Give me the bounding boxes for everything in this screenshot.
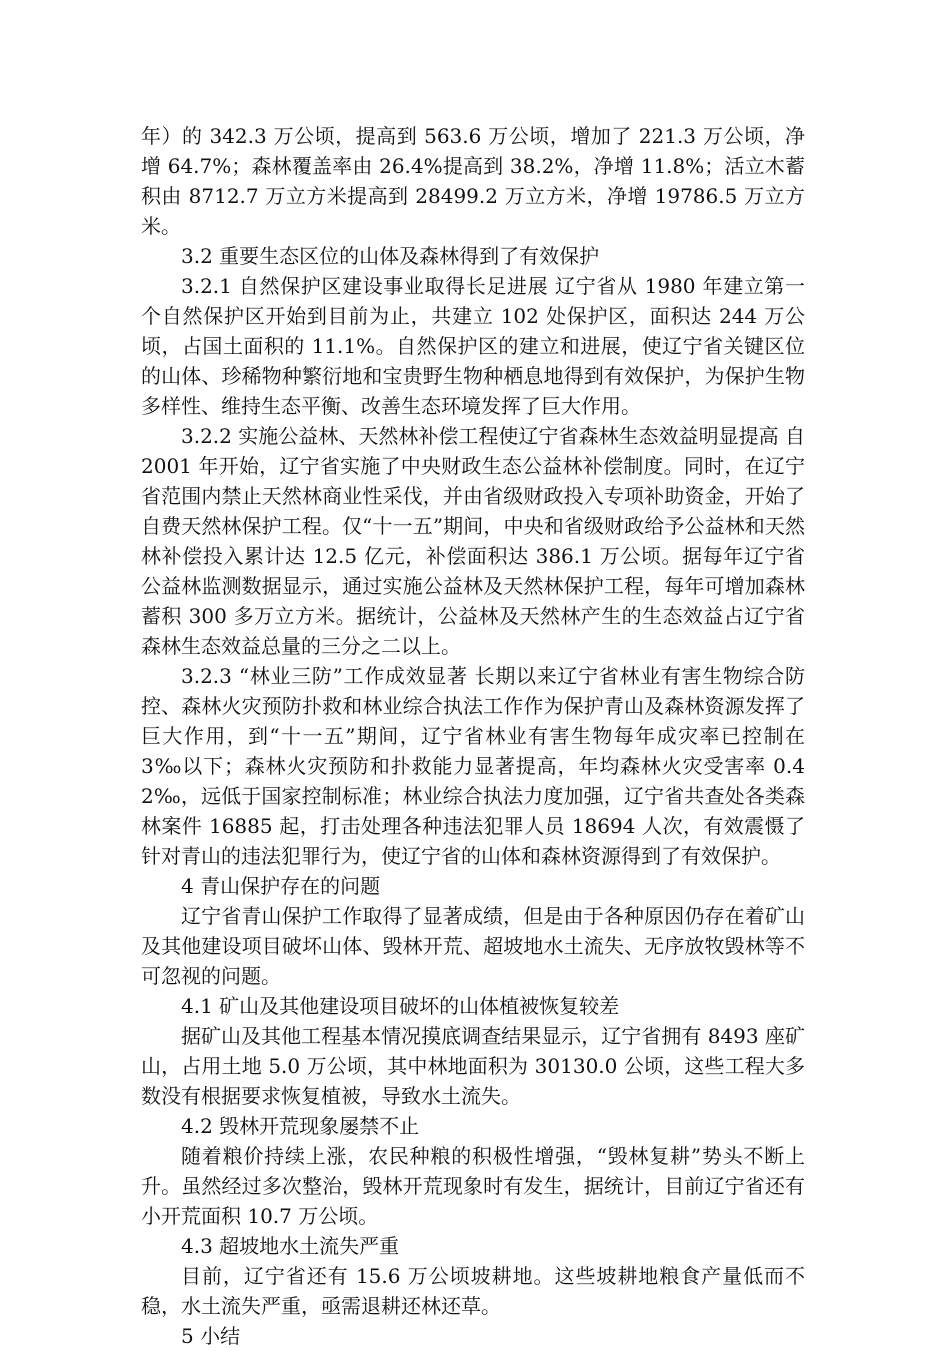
paragraph-4-intro: 辽宁省青山保护工作取得了显著成绩，但是由于各种原因仍存在着矿山及其他建设项目破坏山体、毁林开荒、超坡地水土流失、无序放牧毁林等不可忽视的问题。: [141, 904, 805, 988]
section-heading-4: 4 青山保护存在的问题: [181, 874, 381, 898]
paragraph-continued: 年）的 342.3 万公顷，提高到 563.6 万公顷，增加了 221.3 万公顷，净增 64.7%；森林覆盖率由 26.4%提高到 38.2%，净增 11.8%；活立木蓄积由 8712.7 万立方米提高到 28499.2 万立方米，净增 19786.5 万立方米。: [141, 124, 805, 238]
section-heading-3-2: 3.2 重要生态区位的山体及森林得到了有效保护: [181, 244, 600, 268]
section-heading-4-3: 4.3 超坡地水土流失严重: [181, 1234, 400, 1258]
paragraph-4-3: 目前，辽宁省还有 15.6 万公顷坡耕地。这些坡耕地粮食产量低而不稳，水土流失严重，亟需退耕还林还草。: [141, 1264, 805, 1318]
section-heading-4-2: 4.2 毁林开荒现象屡禁不止: [181, 1114, 420, 1138]
section-heading-5: 5 小结: [181, 1324, 241, 1348]
paragraph-4-1: 据矿山及其他工程基本情况摸底调查结果显示，辽宁省拥有 8493 座矿山，占用土地 5.0 万公顷，其中林地面积为 30130.0 公顷，这些工程大多数没有根据要求恢复植被，导致水土流失。: [141, 1024, 805, 1108]
paragraph-3-2-2: 3.2.2 实施公益林、天然林补偿工程使辽宁省森林生态效益明显提高 自 2001 年开始，辽宁省实施了中央财政生态公益林补偿制度。同时，在辽宁省范围内禁止天然林商业性采伐，并由省级财政投入专项补助资金，开始了自费天然林保护工程。仅“十一五”期间，中央和省级财政给予公益林和天然林补偿投入累计达 12.5 亿元，补偿面积达 386.1 万公顷。据每年辽宁省公益林监测数据显示，通过实施公益林及天然林保护工程，每年可增加森林蓄积 300 多万立方米。据统计，公益林及天然林产生的生态效益占辽宁省森林生态效益总量的三分之二以上。: [141, 424, 805, 658]
document-page: [141, 121, 805, 1351]
paragraph-4-2: 随着粮价持续上涨，农民种粮的积极性增强，“毁林复耕”势头不断上升。虽然经过多次整治，毁林开荒现象时有发生，据统计，目前辽宁省还有小开荒面积 10.7 万公顷。: [141, 1144, 805, 1228]
section-heading-4-1: 4.1 矿山及其他建设项目破坏的山体植被恢复较差: [181, 994, 620, 1018]
paragraph-3-2-1: 3.2.1 自然保护区建设事业取得长足进展 辽宁省从 1980 年建立第一个自然保护区开始到目前为止，共建立 102 处保护区，面积达 244 万公顷，占国土面积的 11.1%。自然保护区的建立和进展，使辽宁省关键区位的山体、珍稀物种繁衍地和宝贵野生物种栖息地得到有效保护，为保护生物多样性、维持生态平衡、改善生态环境发挥了巨大作用。: [141, 274, 805, 418]
paragraph-3-2-3: 3.2.3 “林业三防”工作成效显著 长期以来辽宁省林业有害生物综合防控、森林火灾预防扑救和林业综合执法工作作为保护青山及森林资源发挥了巨大作用，到“十一五”期间，辽宁省林业有害生物每年成灾率已控制在 3‰以下；森林火灾预防和扑救能力显著提高，年均森林火灾受害率 0.42‰，远低于国家控制标准；林业综合执法力度加强，辽宁省共查处各类森林案件 16885 起，打击处理各种违法犯罪人员 18694 人次，有效震慑了针对青山的违法犯罪行为，使辽宁省的山体和森林资源得到了有效保护。: [141, 664, 805, 868]
